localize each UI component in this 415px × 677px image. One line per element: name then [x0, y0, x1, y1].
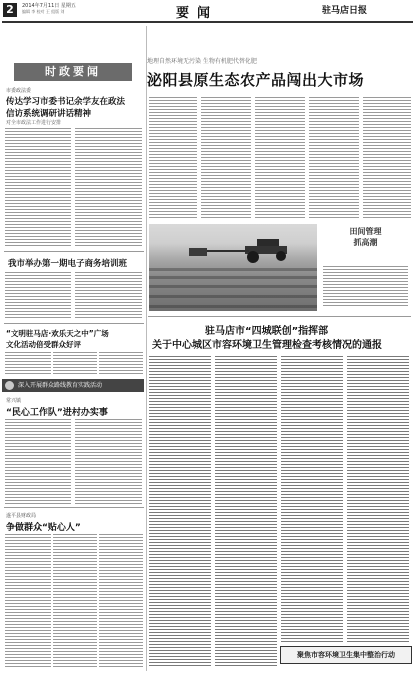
story4-title: “民心工作队”进村办实事	[6, 408, 108, 418]
lead-body-col2	[201, 97, 251, 219]
caption-title-line1: 田间管理	[349, 227, 382, 236]
story5-body-col1	[5, 534, 51, 669]
campaign-footer-box: 聚焦市容环境卫生集中整治行动	[280, 646, 412, 664]
story4-body-col1	[5, 419, 71, 504]
story4-kicker: 常兴镇	[6, 398, 22, 404]
story1-title-line2: 信访系统调研讲话精神	[6, 109, 92, 119]
lead-body-col5	[363, 97, 411, 219]
story3-body-col1	[5, 352, 51, 376]
story2-body-col1	[5, 272, 71, 320]
story5-body-col2	[53, 534, 97, 669]
lead-body-col1	[149, 97, 197, 219]
story2-body-col2	[75, 272, 142, 320]
story1-body-col2	[75, 128, 142, 248]
story5-title: 争做群众“贴心人”	[6, 523, 81, 533]
notice-body-col2	[215, 356, 277, 668]
divider	[4, 507, 144, 508]
story3-body-col3	[99, 352, 143, 376]
story4-body-col2	[75, 419, 142, 504]
story3-title-line1: “文明驻马店·欢乐天之中”广场	[6, 329, 109, 338]
story1-kicker: 市委政法委	[6, 88, 32, 94]
page-number: 2	[3, 3, 17, 17]
photo-caption	[323, 226, 408, 311]
notice-body-col4	[347, 356, 409, 642]
emblem-icon	[5, 381, 14, 390]
story5-kicker: 遂平县财政局	[6, 513, 37, 519]
campaign-bar-label: 深入开展群众路线教育实践活动	[18, 382, 103, 389]
header-rule	[2, 21, 413, 23]
notice-title-line2: 关于中心城区市容环境卫生管理检查考核情况的通报	[152, 340, 382, 351]
issue-date: 2014年7月11日 星期五	[22, 3, 76, 9]
farm-tractor-photo	[149, 224, 317, 311]
notice-title-line1: 驻马店市“四城联创”指挥部	[205, 326, 329, 337]
lead-body-col3	[255, 97, 305, 219]
story1-body-col1	[5, 128, 71, 248]
caption-title-line2: 抓高潮	[353, 238, 378, 247]
section-title: 要闻	[176, 6, 219, 21]
campaign-bar	[2, 379, 144, 392]
divider	[148, 316, 411, 317]
divider	[4, 323, 144, 324]
lead-body-col4	[309, 97, 359, 219]
section-banner: 时政要闻	[14, 63, 132, 81]
lead-kicker: 地理自然环境无污染 生物有机肥代替化肥	[147, 58, 257, 65]
editor-line: 编辑 李 校对 王 组版 刘	[22, 9, 65, 14]
story3-title-line2: 文化活动倍受群众好评	[6, 340, 81, 349]
caption-body	[323, 266, 408, 308]
divider	[4, 251, 144, 252]
story5-body-col3	[99, 534, 143, 669]
story3-body-col2	[53, 352, 97, 376]
notice-body-col1	[149, 356, 211, 668]
story1-dek: 对全市政法工作进行安排	[6, 120, 62, 126]
notice-body-col3	[281, 356, 343, 642]
lead-title: 泌阳县原生态农产品闯出大市场	[147, 71, 365, 89]
story2-title: 我市举办第一期电子商务培训班	[8, 259, 128, 269]
newspaper-name: 驻马店日报	[322, 6, 368, 16]
column-rule	[146, 26, 147, 671]
story1-title-line1: 传达学习市委书记余学友在政法	[6, 97, 126, 107]
tractor-icon	[149, 224, 317, 311]
